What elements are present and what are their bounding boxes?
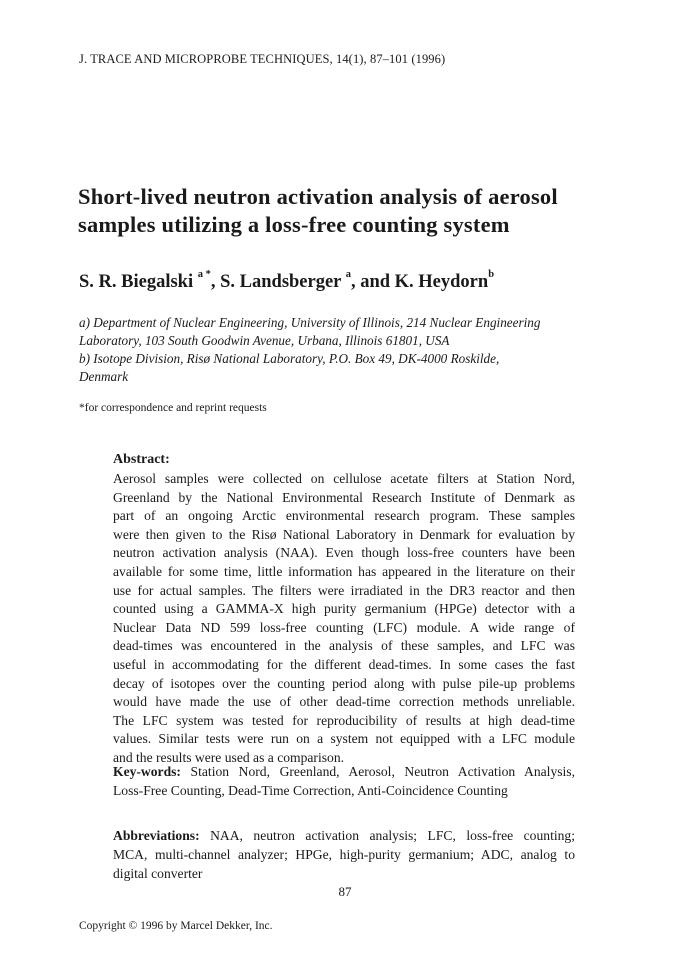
- title-line-2: samples utilizing a loss-free counting system: [78, 212, 510, 237]
- keywords-label: Key-words:: [113, 764, 181, 779]
- title-line-1: Short-lived neutron activation analysis of aerosol: [78, 184, 558, 209]
- abbreviations-text: NAA, neutron activation analysis; LFC, loss-free counting;: [199, 828, 575, 843]
- abbreviations-line-3: digital converter: [113, 866, 203, 881]
- abbreviations-line-2: MCA, multi-channel analyzer; HPGe, high-purity germanium; ADC, analog to: [113, 847, 575, 862]
- abstract-line: The LFC system was tested for reproducibility of results at high dead-time: [113, 712, 575, 728]
- author-affiliation-mark: a *: [197, 269, 211, 280]
- author-affiliation-mark: a: [345, 269, 351, 280]
- abstract-line: use for actual samples. The filters were irradiated in the DR3 reactor and then: [113, 582, 575, 598]
- affiliation-line: b) Isotope Division, Risø National Laboratory, P.O. Box 49, DK-4000 Roskilde,: [79, 351, 500, 366]
- abstract-line: and the results were used as a comparison.: [113, 749, 345, 765]
- paper-title: [78, 183, 638, 239]
- abstract-line: useful in accommodating for the different dead-times. In some cases the fast: [113, 656, 575, 672]
- author-affiliation-mark: b: [488, 269, 495, 280]
- abstract-line: neutron activation analysis (NAA). Even though loss-free counters have been: [113, 545, 575, 561]
- affiliation-line: a) Department of Nuclear Engineering, University of Illinois, 214 Nuclear Engineering: [79, 315, 541, 330]
- abstract-line: decay of isotopes over the counting period along with pulse pile-up problems: [113, 675, 575, 691]
- author-list: [79, 269, 495, 293]
- abbreviations-line-1: [113, 826, 575, 845]
- author-name: S. R. Biegalski: [79, 272, 194, 292]
- abstract-body: [113, 470, 575, 768]
- abstract-line: Aerosol samples were collected on cellulose acetate filters at Station Nord,: [113, 471, 575, 486]
- abstract-line: values. Similar tests were run on a system not equipped with a LFC module: [113, 731, 575, 747]
- author-name: K. Heydorn: [394, 272, 489, 292]
- correspondence-note: *for correspondence and reprint requests: [79, 402, 267, 414]
- abstract-heading: Abstract:: [113, 452, 170, 467]
- author-separator: ,: [210, 272, 221, 292]
- affiliation-line: Denmark: [79, 369, 129, 384]
- abstract-line: Nuclear Data ND 599 loss-free counting (LFC) module. A wide range of: [113, 619, 575, 635]
- abstract-line: part of an ongoing Arctic environmental research program. These samples: [113, 508, 575, 524]
- abstract-line: available for some time, little information has appeared in the literature on their: [113, 563, 575, 579]
- abstract-line: counted using a GAMMA-X high purity germanium (HPGe) detector with a: [113, 601, 575, 617]
- abbreviations: [113, 826, 575, 883]
- abstract-line: would have made the use of other dead-time correction methods unreliable.: [113, 694, 575, 710]
- affiliation-line: Laboratory, 103 South Goodwin Avenue, Urbana, Illinois 61801, USA: [79, 333, 450, 348]
- keywords-line-1: [113, 762, 575, 781]
- abstract-line: dead-times was encountered in the analysis of these samples, and LFC was: [113, 638, 575, 654]
- author-name: S. Landsberger: [220, 272, 342, 292]
- keywords-text: Station Nord, Greenland, Aerosol, Neutron Activation Analysis,: [180, 764, 575, 779]
- affiliations: [79, 314, 624, 386]
- abbreviations-label: Abbreviations:: [113, 828, 200, 843]
- copyright-notice: Copyright © 1996 by Marcel Dekker, Inc.: [79, 920, 273, 932]
- journal-reference: J. TRACE AND MICROPROBE TECHNIQUES, 14(1), 87–101 (1996): [79, 52, 446, 66]
- keywords: [113, 762, 575, 800]
- abstract-line: were then given to the Risø National Laboratory in Denmark for evaluation by: [113, 526, 575, 542]
- author-separator: , and: [350, 272, 395, 292]
- abstract-line: Greenland by the National Environmental Research Institute of Denmark as: [113, 489, 575, 505]
- keywords-line-2: Loss-Free Counting, Dead-Time Correction, Anti-Coincidence Counting: [113, 783, 508, 798]
- page-number: 87: [338, 884, 352, 899]
